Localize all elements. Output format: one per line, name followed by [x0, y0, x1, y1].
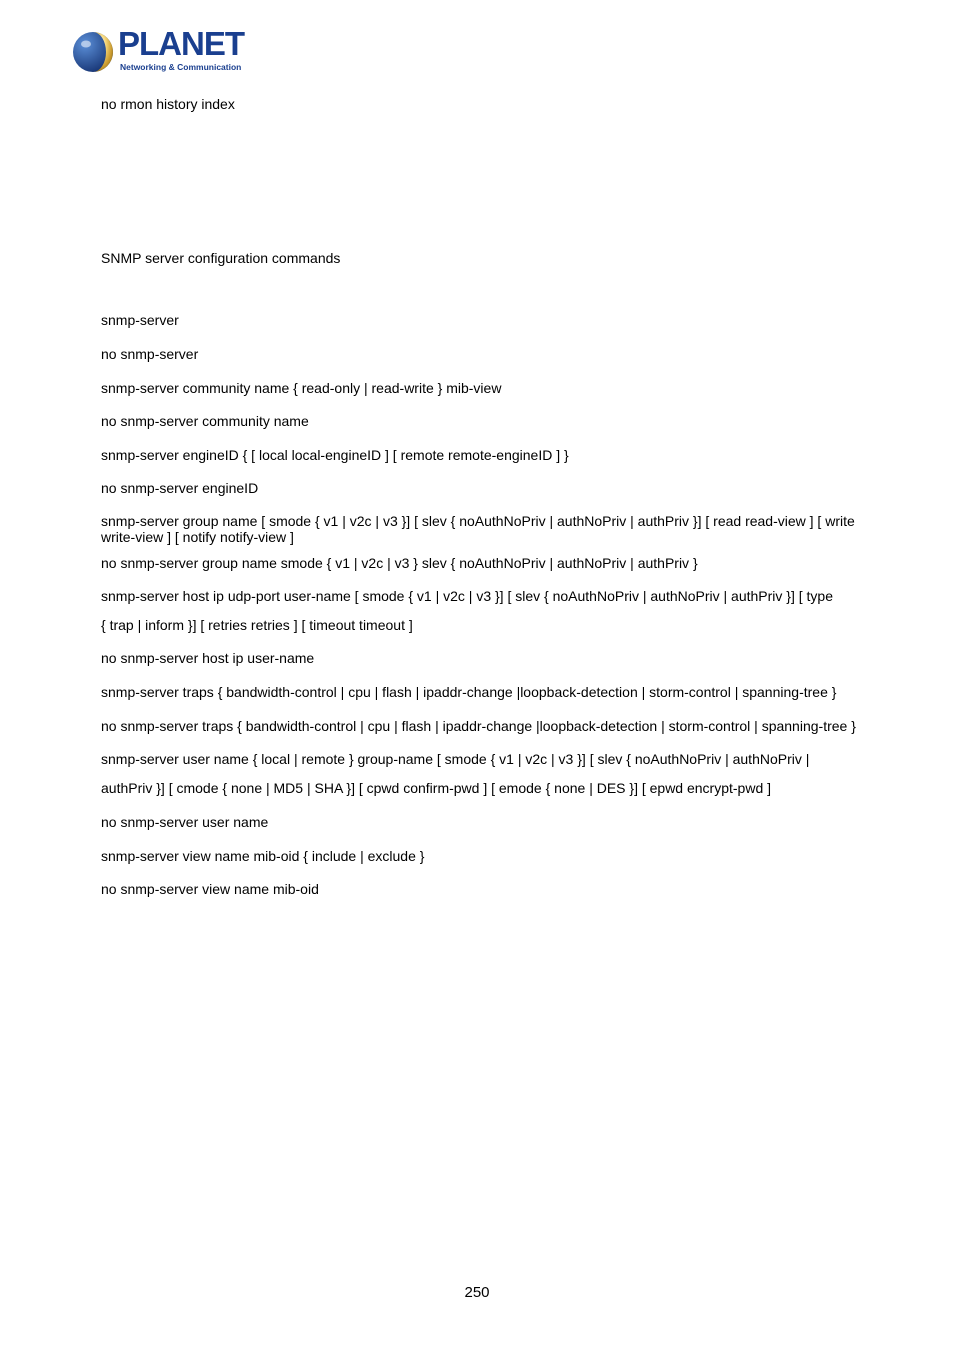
planet-logo [72, 25, 244, 76]
command-line: snmp-server view name mib-oid { include | exclude } [101, 848, 425, 864]
globe-logo-icon [72, 31, 114, 73]
command-line: no snmp-server traps { bandwidth-control | cpu | flash | ipaddr-change |loopback-detection | storm-control | spanning-tree } [101, 718, 856, 734]
section-heading: SNMP server configuration commands [101, 250, 341, 266]
logo-wordmark: PLANET [118, 25, 244, 62]
command-line: no snmp-server group name smode { v1 | v2c | v3 } slev { noAuthNoPriv | authNoPriv | authPriv } [101, 555, 698, 571]
command-line: snmp-server engineID { [ local local-engineID ] [ remote remote-engineID ] } [101, 447, 569, 463]
command-line: snmp-server [101, 312, 179, 328]
page-number: 250 [464, 1284, 490, 1301]
logo-tagline: Networking & Communication [120, 62, 242, 72]
command-line: no snmp-server engineID [101, 480, 259, 496]
command-line: snmp-server group name [ smode { v1 | v2c | v3 }] [ slev { noAuthNoPriv | authNoPriv | authPriv }] [ read read-view ] [ write write-view ] [ notify notify-view ] [101, 513, 855, 545]
command-line: snmp-server user name { local | remote } group-name [ smode { v1 | v2c | v3 }] [ slev { noAuthNoPriv | authNoPriv | [101, 751, 810, 767]
command-line: no snmp-server community name [101, 413, 309, 429]
command-line: snmp-server community name { read-only | read-write } mib-view [101, 380, 502, 396]
command-line: snmp-server traps { bandwidth-control | cpu | flash | ipaddr-change |loopback-detection | storm-control | spanning-tree } [101, 684, 837, 700]
command-line: no snmp-server [101, 346, 199, 362]
command-line: snmp-server host ip udp-port user-name [ smode { v1 | v2c | v3 }] [ slev { noAuthNoPriv | authNoPriv | authPriv }] [ type [101, 588, 833, 604]
command-line: no snmp-server user name [101, 814, 269, 830]
command-line: no snmp-server view name mib-oid [101, 881, 319, 897]
command-line: no rmon history index [101, 96, 235, 112]
command-line-continuation: authPriv }] [ cmode { none | MD5 | SHA }] [ cpwd confirm-pwd ] [ emode { none | DES }] [ epwd encrypt-pwd ] [101, 780, 772, 796]
command-line-continuation: { trap | inform }] [ retries retries ] [ timeout timeout ] [101, 617, 413, 633]
command-line: no snmp-server host ip user-name [101, 650, 315, 666]
